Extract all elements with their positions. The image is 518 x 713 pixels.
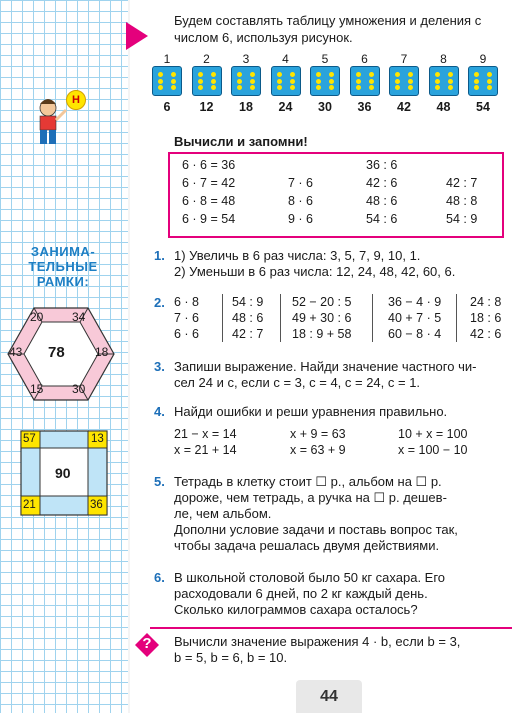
- equation-line: x = 63 + 9: [290, 443, 346, 457]
- die-dot: [211, 72, 216, 77]
- die-dot: [171, 72, 176, 77]
- die-dot: [237, 85, 242, 90]
- die-product: 54: [476, 100, 490, 114]
- die-dot: [435, 72, 440, 77]
- die-dot: [250, 79, 255, 84]
- hex-top-left: 20: [30, 310, 44, 324]
- memorize-cell: 6 · 9 = 54: [182, 212, 236, 226]
- die-dot: [158, 72, 163, 77]
- task-2-expression: 36 − 4 · 9: [388, 295, 442, 309]
- question-mark: ?: [142, 635, 152, 652]
- die-dot: [198, 79, 203, 84]
- die-product: 48: [436, 100, 451, 114]
- memorize-title: Вычисли и запомни!: [174, 134, 308, 149]
- die-face: [192, 66, 222, 96]
- die-product: 6: [163, 100, 171, 114]
- die-dot: [395, 85, 400, 90]
- die-dot: [448, 79, 453, 84]
- die-dot: [369, 85, 374, 90]
- die-dot: [408, 79, 413, 84]
- die-number: 8: [440, 52, 447, 66]
- die-dot: [474, 79, 479, 84]
- die-dot: [448, 72, 453, 77]
- die-dot: [487, 79, 492, 84]
- square-bottom-right: 36: [90, 499, 103, 511]
- task-3-text: Запиши выражение. Найди значение частного чи- сел 24 и c, если c = 3, c = 4, c = 24, c = 1.: [174, 359, 477, 390]
- hex-left: 43: [9, 345, 23, 359]
- equation-line: x = 100 − 10: [398, 443, 468, 457]
- memorize-cell: 48 : 6: [366, 194, 398, 208]
- die-face: [271, 66, 301, 96]
- task-2-expression: 18 : 6: [470, 311, 502, 325]
- die-dot: [158, 85, 163, 90]
- die-product: 12: [199, 100, 214, 114]
- die-dot: [198, 85, 203, 90]
- die-face: [429, 66, 459, 96]
- task-2-expression: 52 − 20 : 5: [292, 295, 352, 309]
- die-face: [152, 66, 182, 96]
- task-5-number: 5.: [154, 474, 165, 489]
- die: [192, 52, 222, 114]
- die: [152, 52, 182, 114]
- memorize-cell: 36 : 6: [366, 158, 398, 172]
- column-divider: [280, 294, 281, 342]
- column-divider: [372, 294, 373, 342]
- memorize-cell: 6 · 8 = 48: [182, 194, 236, 208]
- die-number: 9: [479, 52, 487, 66]
- die: [310, 52, 340, 114]
- task-2-expression: 18 : 9 + 58: [292, 327, 352, 341]
- section-marker-icon: [126, 22, 148, 50]
- die-number: 4: [282, 52, 289, 66]
- die-dot: [198, 72, 203, 77]
- die-dot: [277, 79, 282, 84]
- die-product: 30: [318, 100, 332, 114]
- die-dot: [316, 72, 321, 77]
- task-2-expression: 40 + 7 · 5: [388, 311, 442, 325]
- die-dot: [237, 72, 242, 77]
- die-product: 24: [278, 100, 293, 114]
- die: [350, 52, 380, 114]
- memorize-cell: 8 · 6: [288, 194, 314, 208]
- die-dot: [435, 79, 440, 84]
- bonus-text: Вычисли значение выражения 4 · b, если b = 3, b = 5, b = 6, b = 10.: [174, 634, 461, 665]
- die-face: [468, 66, 498, 96]
- letter-badge: Н: [66, 90, 86, 110]
- die-dot: [211, 79, 216, 84]
- memorize-cell: 42 : 7: [446, 176, 478, 190]
- die-dot: [250, 72, 255, 77]
- die-dot: [369, 79, 374, 84]
- hex-right: 18: [95, 345, 109, 359]
- equation-line: 21 − x = 14: [174, 427, 237, 441]
- die-dot: [158, 79, 163, 84]
- task-2-expression: 49 + 30 : 6: [292, 311, 352, 325]
- task-3-number: 3.: [154, 359, 165, 374]
- task-2-expression: 60 − 8 · 4: [388, 327, 442, 341]
- task-2-expression: 6 · 8: [174, 295, 200, 309]
- square-bottom-left: 21: [23, 499, 36, 511]
- task-4-number: 4.: [154, 404, 165, 419]
- frames-title: ЗАНИМА- ТЕЛЬНЫЕ РАМКИ:: [28, 244, 98, 289]
- die-product: 36: [357, 100, 372, 114]
- die-dot: [277, 72, 282, 77]
- memorize-cell: 6 · 6 = 36: [182, 158, 236, 172]
- die-dot: [474, 72, 479, 77]
- divider-line: [150, 627, 512, 629]
- die-product: 18: [239, 100, 253, 114]
- die-dot: [408, 85, 413, 90]
- task-2-expression: 48 : 6: [232, 311, 264, 325]
- square-top-left: 57: [23, 433, 36, 445]
- die-dot: [290, 79, 295, 84]
- task-2-expression: 42 : 7: [232, 327, 264, 341]
- die-dot: [211, 85, 216, 90]
- die-dot: [369, 72, 374, 77]
- die-dot: [448, 85, 453, 90]
- die-dot: [435, 85, 440, 90]
- task-6-text: В школьной столовой было 50 кг сахара. Его расходовали 6 дней, по 2 кг каждый день. Сколько килограммов сахара осталось?: [174, 570, 446, 617]
- page-number: 44: [296, 680, 362, 713]
- die-dot: [290, 72, 295, 77]
- die-number: 6: [361, 52, 368, 66]
- die-dot: [237, 79, 242, 84]
- memorize-cell: 54 : 6: [366, 212, 398, 226]
- die-number: 5: [321, 52, 329, 66]
- die: [429, 52, 459, 114]
- die-product: 42: [397, 100, 411, 114]
- square-top-right: 13: [91, 433, 104, 445]
- die-number: 1: [163, 52, 171, 66]
- die-dot: [290, 85, 295, 90]
- die-dot: [329, 72, 334, 77]
- memorize-cell: 48 : 8: [446, 194, 478, 208]
- die-dot: [395, 79, 400, 84]
- equation-line: x = 21 + 14: [174, 443, 237, 457]
- hex-bottom-right: 30: [72, 382, 86, 396]
- task-2-expression: 6 · 6: [174, 327, 200, 341]
- task-6-number: 6.: [154, 570, 165, 585]
- hex-center: 78: [48, 344, 65, 361]
- memorize-cell: 6 · 7 = 42: [182, 176, 236, 190]
- die-dot: [487, 72, 492, 77]
- die: [271, 52, 301, 114]
- task-2-expression: 42 : 6: [470, 327, 502, 341]
- die-number: 2: [203, 52, 210, 66]
- die-dot: [487, 85, 492, 90]
- die-dot: [329, 85, 334, 90]
- equation-line: 10 + x = 100: [398, 427, 468, 441]
- die-face: [231, 66, 261, 96]
- die-dot: [356, 72, 361, 77]
- die-face: [389, 66, 419, 96]
- task-4-text: Найди ошибки и реши уравнения правильно.: [174, 404, 448, 419]
- memorize-cell: 42 : 6: [366, 176, 398, 190]
- task-2-number: 2.: [154, 295, 165, 310]
- die-face: [350, 66, 380, 96]
- column-divider: [222, 294, 223, 342]
- memorize-cell: 9 · 6: [288, 212, 314, 226]
- die-number: 3: [242, 52, 250, 66]
- column-divider: [456, 294, 457, 342]
- task-2-expression: 24 : 8: [470, 295, 502, 309]
- die-dot: [250, 85, 255, 90]
- die-dot: [356, 79, 361, 84]
- die: [231, 52, 261, 114]
- hex-top-right: 34: [72, 310, 86, 324]
- die-dot: [316, 79, 321, 84]
- memorize-cell: 54 : 9: [446, 212, 478, 226]
- equation-line: x + 9 = 63: [290, 427, 346, 441]
- hex-bottom-left: 15: [30, 382, 44, 396]
- memorize-cell: 7 · 6: [288, 176, 314, 190]
- square-center: 90: [55, 465, 71, 481]
- die-dot: [474, 85, 479, 90]
- task-1-text: 1) Увеличь в 6 раз числа: 3, 5, 7, 9, 10, 1. 2) Уменьши в 6 раз числа: 12, 24, 48, 42, 60, 6.: [174, 248, 456, 279]
- die: [389, 52, 419, 114]
- die-dot: [171, 79, 176, 84]
- die-face: [310, 66, 340, 96]
- task-2-expression: 7 · 6: [174, 311, 200, 325]
- task-5-text: Тетрадь в клетку стоит ☐ р., альбом на ☐ р. дороже, чем тетрадь, а ручка на ☐ р. дешев- ле, чем альбом. Дополни условие задачи и поставь вопрос так, чтобы задача решалась двумя действиями.: [174, 474, 458, 553]
- die: [468, 52, 498, 114]
- die-dot: [356, 85, 361, 90]
- die-number: 7: [400, 52, 408, 66]
- memorize-box: [168, 152, 504, 238]
- die-dot: [395, 72, 400, 77]
- die-dot: [277, 85, 282, 90]
- die-dot: [408, 72, 413, 77]
- die-dot: [329, 79, 334, 84]
- die-dot: [316, 85, 321, 90]
- task-2-expression: 54 : 9: [232, 295, 264, 309]
- die-dot: [171, 85, 176, 90]
- intro-text: Будем составлять таблицу умножения и деления с числом 6, используя рисунок.: [174, 13, 482, 45]
- task-1-number: 1.: [154, 248, 165, 263]
